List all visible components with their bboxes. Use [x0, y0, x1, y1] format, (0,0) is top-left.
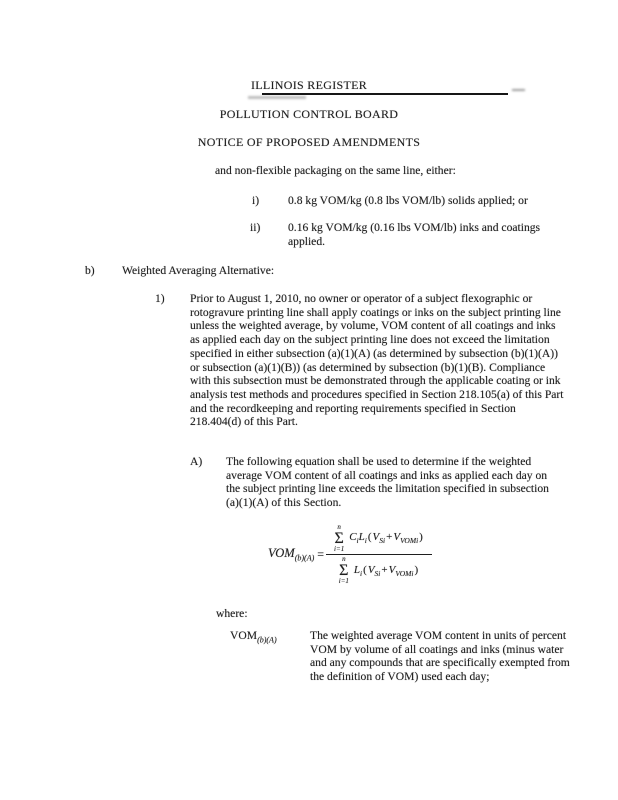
- notice-title: NOTICE OF PROPOSED AMENDMENTS: [197, 135, 421, 149]
- scan-artifact-smudge: [248, 96, 306, 99]
- board-name: POLLUTION CONTROL BOARD: [219, 107, 399, 121]
- open-paren: (: [363, 563, 367, 576]
- close-paren: ): [414, 563, 419, 576]
- term-v1-base: V: [372, 531, 380, 544]
- numerator-sum-upper-limit: n: [337, 523, 341, 531]
- close-paren: ): [419, 531, 423, 544]
- equation-fraction: [326, 524, 432, 585]
- term-v1-sub: Si: [379, 536, 386, 546]
- equation-equals-sign: =: [317, 547, 325, 562]
- where-label: where:: [216, 607, 248, 620]
- equation-numerator: [326, 524, 432, 553]
- denominator-sum-upper-limit: n: [342, 555, 346, 564]
- term-v2-base: V: [388, 563, 396, 576]
- equation-denominator: [331, 556, 427, 585]
- term-v2-base: V: [393, 531, 401, 544]
- paragraph-a-text: The following equation shall be used to determine if the weighted average VOM content of all coatings and inks as applied each day on the subject printing line exceeds the limitation specified in subsection (a)(1)(A) of this Section.: [226, 455, 549, 510]
- definition-term-base: VOM: [230, 629, 258, 642]
- term-c-sub: i: [356, 536, 359, 546]
- paragraph-1-text: Prior to August 1, 2010, no owner or operator of a subject flexographic or rotogravure printing line shall apply coatings or inks on the subject printing line unless the weighted average, by volume, VOM content of all coatings and inks as applied each day on the subject printing line does not exceed the limitation specified in either subsection (a)(1)(A) (as determined by subsection (b)(1)(A)) or subsection (a)(1)(B)) (as determined by subsection (b)(1)(B). Compliance with this subsection must be demonstrated through the applicable coating or ink analysis test methods and procedures specified in Section 218.105(a) of this Part and the recordkeeping and reporting requirements specified in Section 218.404(d) of this Part.: [190, 292, 564, 429]
- list-item-ii-label: ii): [250, 221, 261, 234]
- term-v1-sub: Si: [374, 568, 381, 578]
- equation-lhs: [268, 546, 314, 563]
- plus-sign: +: [386, 531, 393, 544]
- definition-term-subscript: (b)(A): [257, 635, 277, 645]
- equation-lhs-base: VOM: [268, 546, 295, 561]
- header-rule: [262, 93, 508, 95]
- open-paren: (: [367, 531, 372, 544]
- term-l-sub: i: [364, 536, 367, 546]
- numerator-sum-lower-limit: i=1: [334, 545, 345, 553]
- denominator-sum-lower-limit: i=1: [338, 577, 349, 586]
- term-l-base: L: [358, 531, 365, 544]
- denominator-summation: [339, 556, 349, 585]
- subsection-b-heading: Weighted Averaging Alternative:: [122, 264, 275, 277]
- equation-lhs-subscript: (b)(A): [294, 553, 315, 563]
- sigma-icon: Σ: [339, 562, 349, 580]
- numerator-terms: [349, 531, 424, 545]
- list-item-ii-text: 0.16 kg VOM/kg (0.16 lbs VOM/lb) inks and coatings applied.: [288, 221, 541, 248]
- term-l-base: L: [353, 563, 361, 576]
- term-v1-base: V: [367, 563, 375, 576]
- definition-term: [230, 629, 277, 647]
- plus-sign: +: [381, 563, 388, 576]
- weighted-average-equation: [268, 524, 432, 585]
- numerator-summation: [334, 524, 344, 553]
- list-item-i-label: i): [252, 194, 260, 207]
- term-v2-sub: VOMi: [395, 568, 414, 578]
- sigma-icon: Σ: [334, 530, 344, 547]
- intro-clause: and non-flexible packaging on the same line, either:: [215, 164, 456, 177]
- subsection-b-label: b): [85, 264, 95, 277]
- denominator-terms: [354, 564, 419, 578]
- definition-text: The weighted average VOM content in units of percent VOM by volume of all coatings and inks (minus water and any compounds that are specifically exempted from the definition of VOM) used each day;: [310, 629, 570, 684]
- term-c-base: C: [349, 531, 357, 544]
- list-item-i-text: 0.8 kg VOM/kg (0.8 lbs VOM/lb) solids applied; or: [288, 194, 528, 207]
- paragraph-a-label: A): [190, 455, 203, 468]
- term-v2-sub: VOMi: [400, 536, 419, 546]
- paragraph-1-label: 1): [155, 292, 165, 305]
- scan-artifact-dashes: [512, 89, 525, 91]
- register-title: ILLINOIS REGISTER: [250, 78, 368, 92]
- term-l-sub: i: [360, 568, 363, 578]
